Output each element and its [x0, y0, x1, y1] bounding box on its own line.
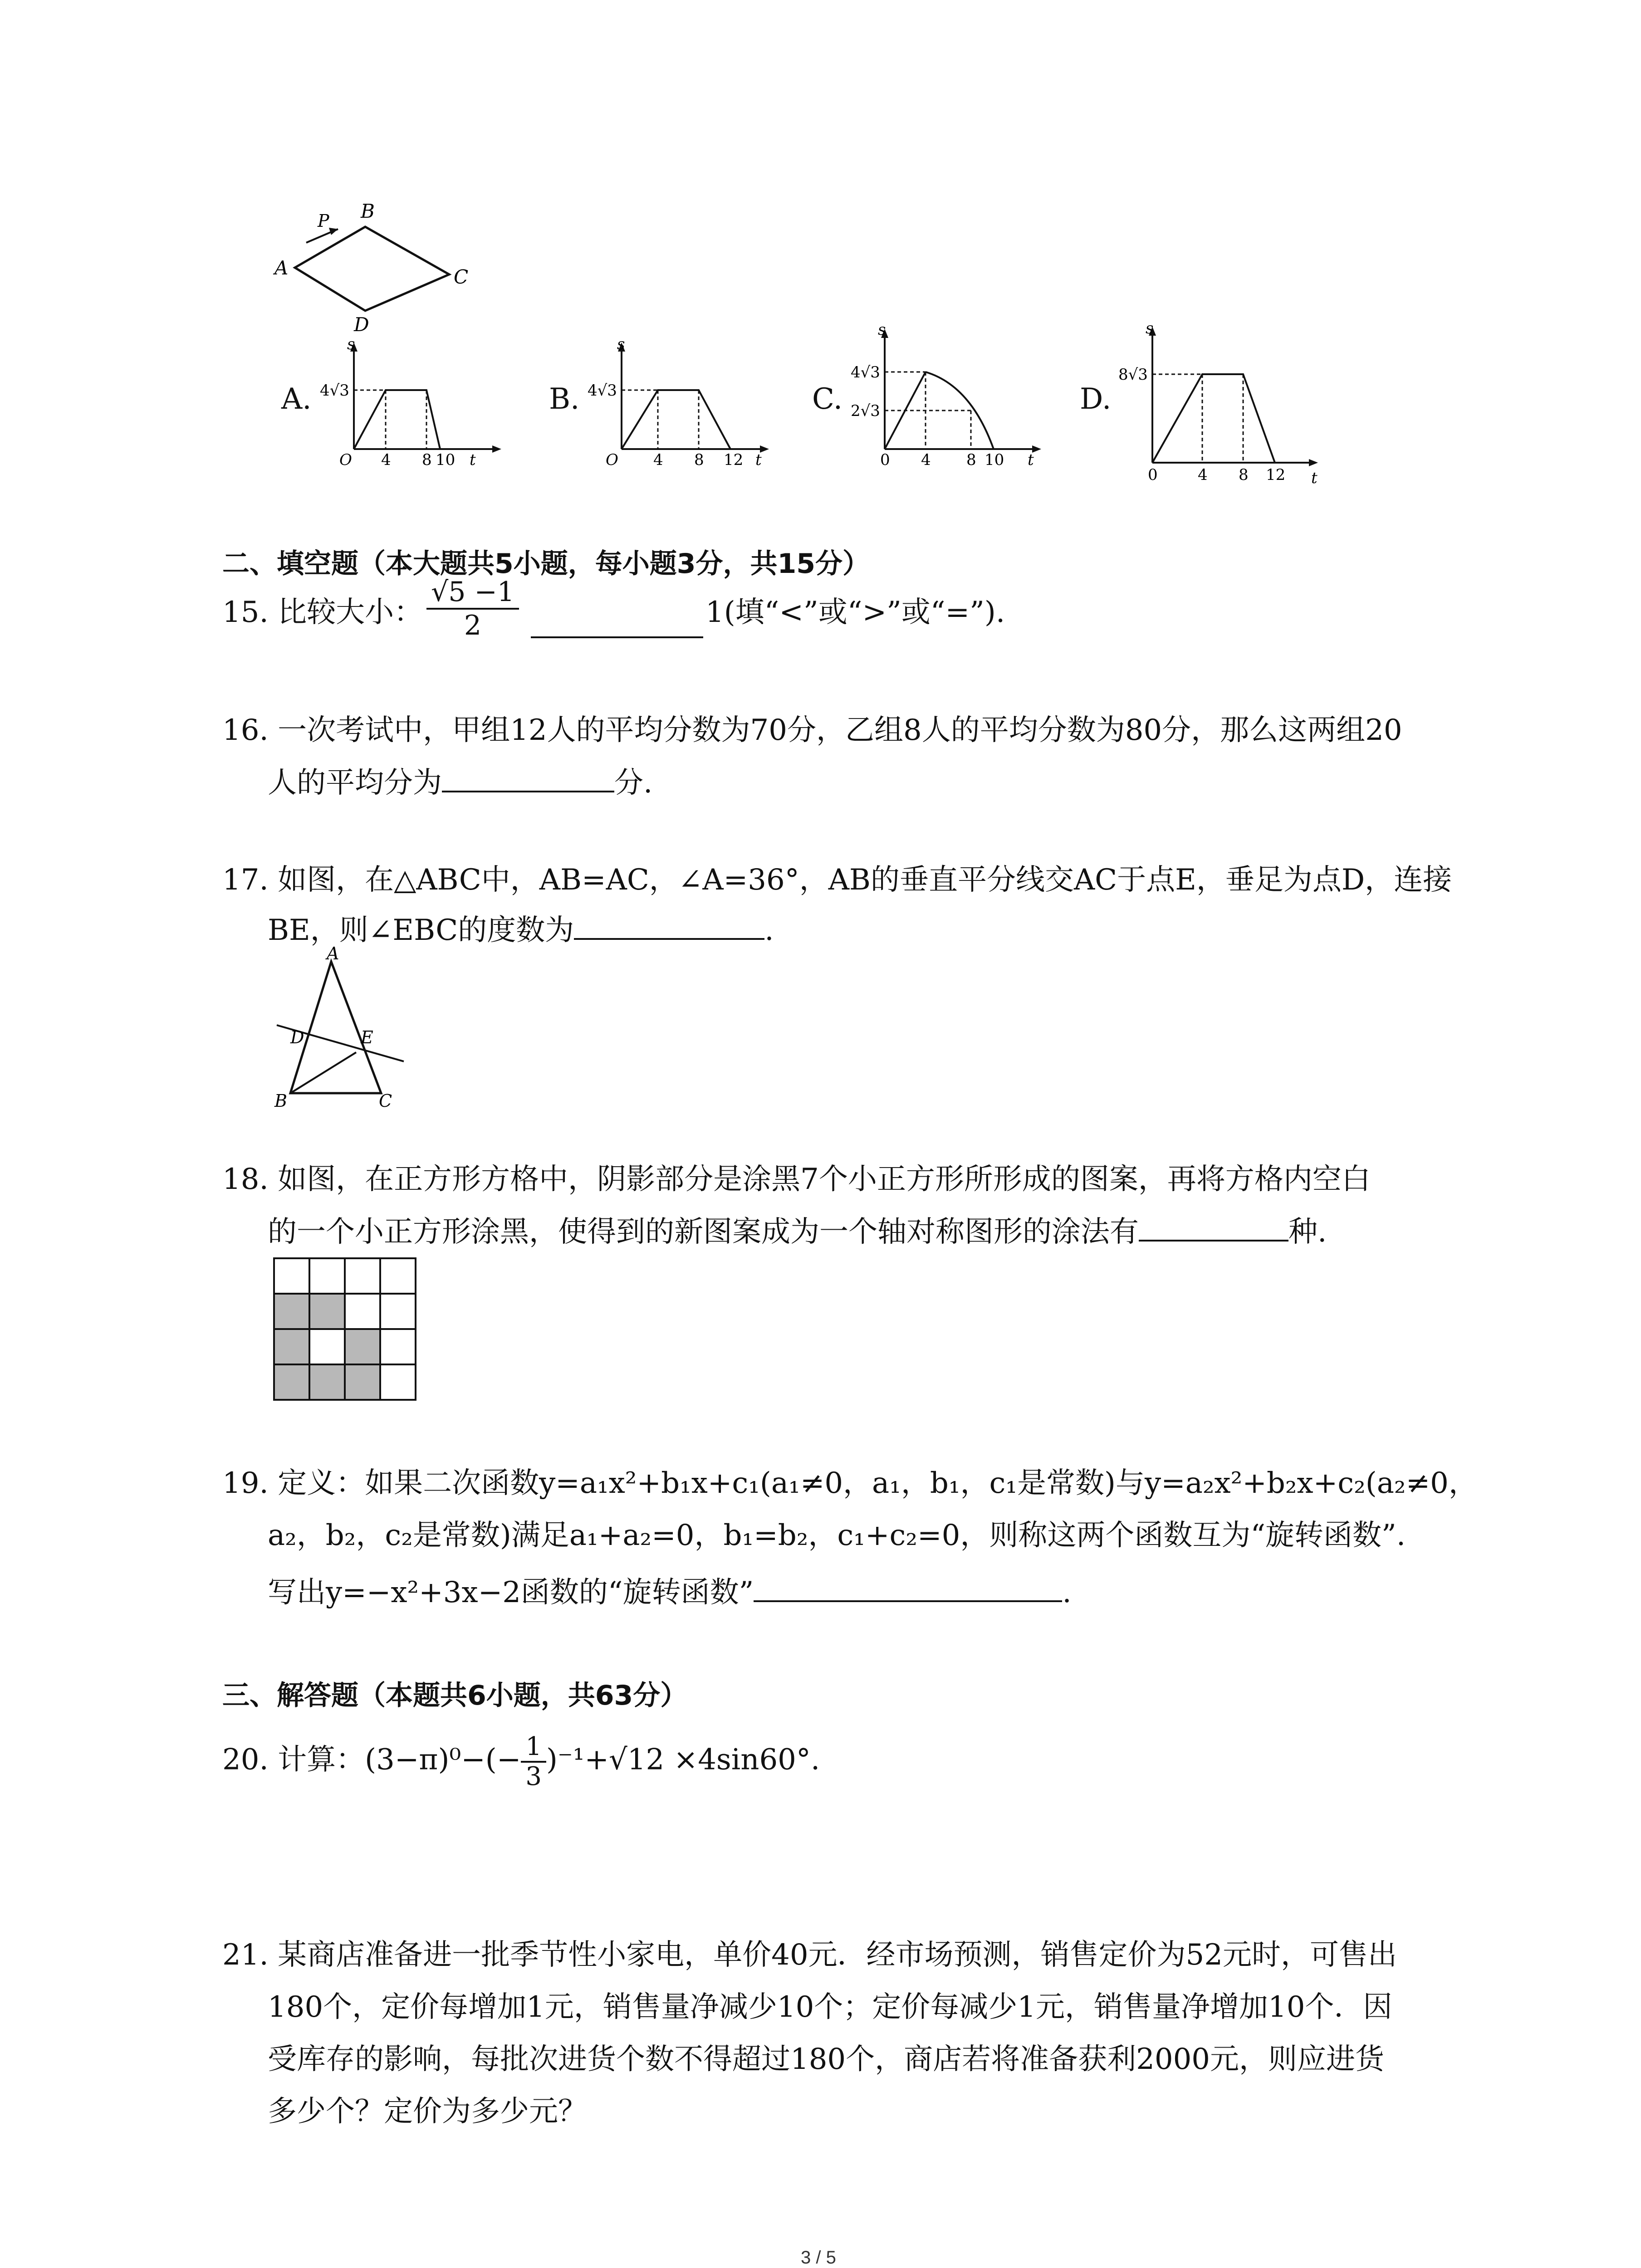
q21-line4: 多少个？定价为多少元？	[268, 2095, 587, 2128]
q18-line2: 的一个小正方形涂黑，使得到的新图案成为一个轴对称图形的涂法有 种.	[268, 1213, 1327, 1250]
q17-line2: BE，则∠EBC的度数为 .	[268, 912, 774, 948]
rhombus-figure	[263, 200, 481, 336]
label-b: B	[361, 200, 375, 222]
svg-text:8: 8	[694, 451, 704, 469]
option-b-label: B.	[549, 382, 580, 416]
svg-text:4: 4	[1198, 466, 1208, 484]
svg-text:8: 8	[966, 451, 976, 469]
q17-answer-blank[interactable]	[574, 912, 764, 940]
grid-cell-shaded	[274, 1364, 309, 1400]
option-a-graph	[320, 335, 508, 469]
label-d: D	[354, 313, 369, 336]
q18-line1: 18. 如图，在正方形方格中，阴影部分是涂黑7个小正方形所形成的图案，再将方格内空白	[222, 1163, 1371, 1196]
grid-cell-shaded	[274, 1294, 309, 1329]
grid-cell-blank	[380, 1329, 416, 1364]
grid-cell-blank	[345, 1258, 380, 1294]
grid-cell-blank	[380, 1258, 416, 1294]
option-d-graph	[1118, 318, 1334, 487]
q15: 15. 比较大小：	[222, 596, 423, 629]
svg-text:10: 10	[436, 451, 456, 469]
grid-cell-blank	[274, 1258, 309, 1294]
svg-text:D: D	[290, 1027, 304, 1047]
q21-line1: 21. 某商店准备进一批季节性小家电，单价40元．经市场预测，销售定价为52元时，可售出	[222, 1938, 1397, 1972]
svg-text:C: C	[379, 1091, 392, 1111]
q21-line2: 180个，定价每增加1元，销售量净减少10个；定价每减少1元，销售量净增加10个．因	[268, 1990, 1392, 2024]
grid-cell-blank	[309, 1258, 345, 1294]
q21-line3: 受库存的影响，每批次进货个数不得超过180个，商店若将准备获利2000元，则应进货	[268, 2043, 1385, 2076]
svg-text:8: 8	[1239, 466, 1249, 484]
svg-text:s: s	[878, 321, 886, 339]
svg-text:O: O	[606, 451, 618, 469]
svg-text:12: 12	[724, 451, 744, 469]
grid-cell-blank	[345, 1294, 380, 1329]
svg-text:0: 0	[1148, 466, 1158, 484]
svg-text:t: t	[470, 451, 476, 469]
label-c: C	[454, 266, 469, 288]
q19-line3: 写出y=−x²+3x−2函数的“旋转函数” .	[268, 1574, 1072, 1611]
q19-line1: 19. 定义：如果二次函数y=a₁x²+b₁x+c₁(a₁≠0，a₁，b₁，c₁是常数)与y=a₂x²+b₂x+c₂(a₂≠0，	[222, 1466, 1478, 1500]
svg-text:4: 4	[921, 451, 931, 469]
svg-text:0: 0	[880, 451, 890, 469]
grid-cell-shaded	[309, 1364, 345, 1400]
svg-text:s: s	[347, 335, 355, 353]
q16-line2: 人的平均分为 分.	[268, 764, 652, 801]
grid-cell-shaded	[345, 1364, 380, 1400]
q15-answer-blank[interactable]	[531, 610, 703, 638]
grid-cell-blank	[380, 1294, 416, 1329]
section-2-title: 二、填空题（本大题共5小题，每小题3分，共15分）	[222, 548, 870, 580]
svg-text:4√3: 4√3	[320, 381, 349, 400]
section-3-title: 三、解答题（本题共6小题，共63分）	[222, 1680, 688, 1711]
grid-cell-blank	[380, 1364, 416, 1400]
q15-suffix: 1(填“<”或“>”或“=”).	[705, 596, 1005, 629]
svg-text:s: s	[1146, 319, 1154, 337]
svg-text:O: O	[339, 451, 352, 469]
svg-text:s: s	[617, 335, 625, 353]
svg-text:4√3: 4√3	[588, 381, 617, 400]
label-a: A	[274, 257, 289, 279]
svg-text:B: B	[274, 1091, 287, 1111]
option-a-label: A.	[281, 382, 312, 416]
svg-text:2√3: 2√3	[851, 402, 880, 420]
svg-text:4: 4	[653, 451, 663, 469]
grid-cell-shaded	[309, 1294, 345, 1329]
svg-text:t: t	[755, 451, 762, 469]
label-p: P	[318, 211, 329, 231]
grid-cell-shaded	[274, 1329, 309, 1364]
option-c-graph	[851, 318, 1057, 469]
svg-text:10: 10	[985, 451, 1004, 469]
q19-answer-blank[interactable]	[754, 1574, 1062, 1602]
square-grid	[272, 1256, 417, 1402]
q17-line1: 17. 如图，在△ABC中，AB=AC，∠A=36°，AB的垂直平分线交AC于点E，垂足为点D，连接	[222, 863, 1452, 897]
grid-cell-blank	[309, 1329, 345, 1364]
q18-answer-blank[interactable]	[1139, 1213, 1288, 1242]
svg-text:12: 12	[1266, 466, 1286, 484]
option-b-graph	[588, 335, 785, 469]
grid-cell-shaded	[345, 1329, 380, 1364]
svg-text:t: t	[1311, 469, 1318, 487]
svg-text:8: 8	[422, 451, 432, 469]
svg-text:4√3: 4√3	[851, 363, 880, 381]
q16-line1: 16. 一次考试中，甲组12人的平均分数为70分，乙组8人的平均分数为80分，那么这两组20	[222, 714, 1402, 747]
svg-text:8√3: 8√3	[1118, 366, 1148, 384]
svg-text:E: E	[361, 1027, 373, 1047]
svg-text:4: 4	[381, 451, 391, 469]
svg-text:t: t	[1028, 451, 1034, 469]
page-number: 3 / 5	[801, 2248, 836, 2268]
svg-text:A: A	[327, 943, 339, 963]
option-d-label: D.	[1080, 382, 1112, 416]
q15-fraction: $\frac{√5 -1}{2}$	[426, 576, 519, 641]
q16-answer-blank[interactable]	[442, 764, 614, 792]
option-c-label: C.	[812, 382, 843, 416]
triangle-figure	[263, 943, 417, 1111]
q20: 20. 计算：(3−π)⁰−(− $\frac{1}{3}$ )⁻¹+√12 ×4sin60°.	[222, 1732, 820, 1791]
q19-line2: a₂，b₂，c₂是常数)满足a₁+a₂=0，b₁=b₂，c₁+c₂=0，则称这两个函数互为“旋转函数”.	[268, 1519, 1406, 1552]
